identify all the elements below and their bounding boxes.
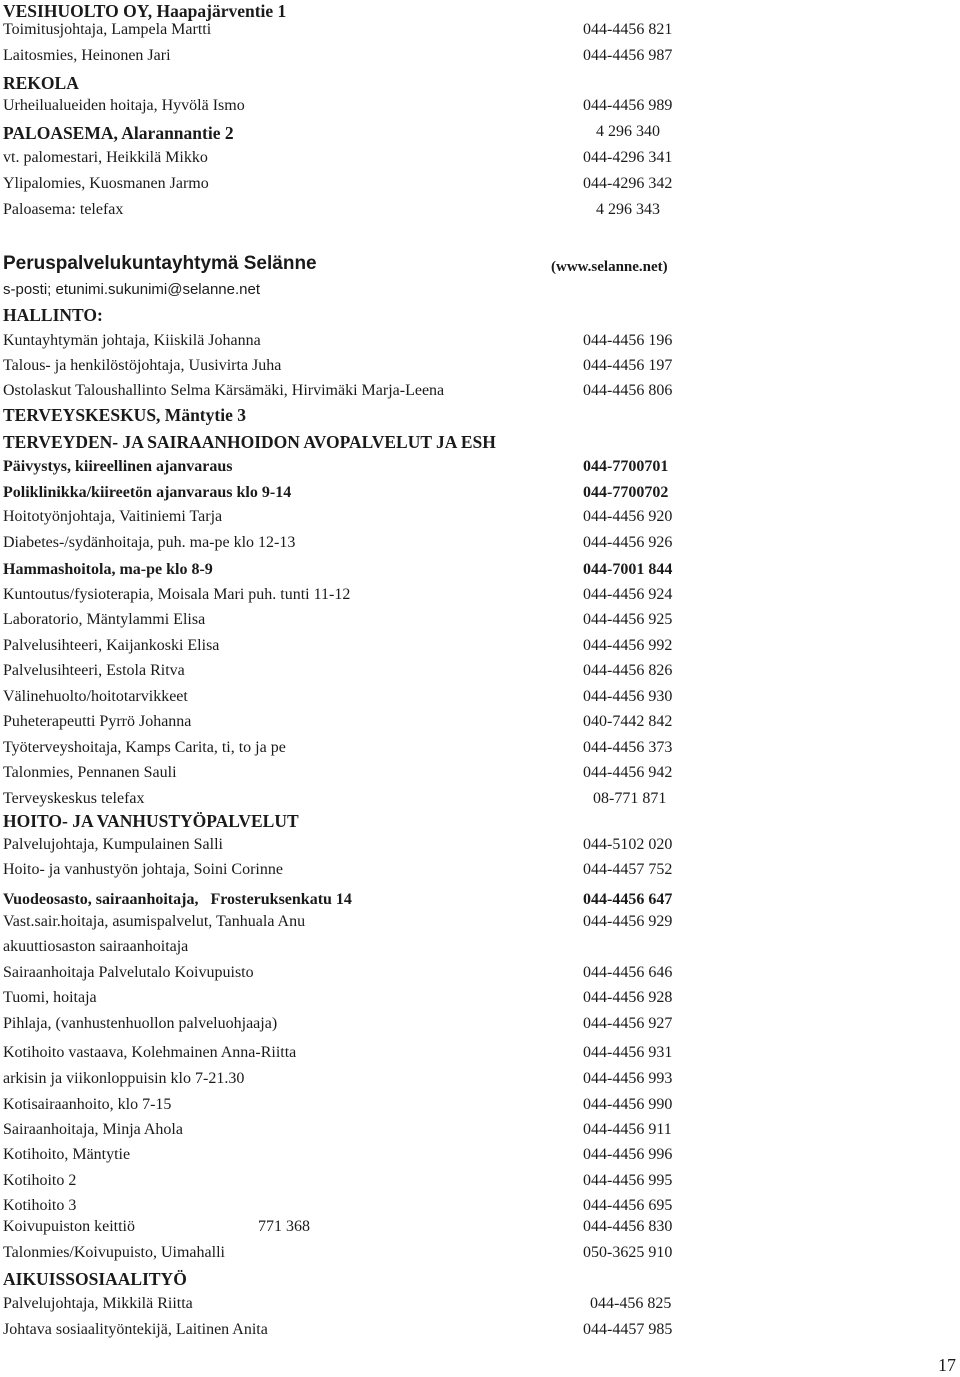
entry-phone: 4 296 343	[596, 201, 660, 218]
entry-phone: 044-4456 926	[583, 534, 673, 551]
entry-phone: 044-456 825	[590, 1295, 672, 1312]
entry-label: Kuntayhtymän johtaja, Kiiskilä Johanna	[3, 332, 261, 349]
entry-label: Vuodeosasto, sairaanhoitaja, Frosteruksenkatu 14	[3, 891, 352, 908]
entry-label: Urheilualueiden hoitaja, Hyvölä Ismo	[3, 97, 245, 114]
entry-phone: 044-4456 925	[583, 611, 673, 628]
entry-phone: 044-7700702	[583, 484, 669, 501]
entry-label: Talonmies/Koivupuisto, Uimahalli	[3, 1244, 225, 1261]
entry-label: Ostolaskut Taloushallinto Selma Kärsämäki, Hirvimäki Marja-Leena	[3, 382, 445, 399]
entry-phone: 08-771 871	[593, 790, 667, 807]
entry-phone: 044-4456 989	[583, 97, 673, 114]
entry-phone: 044-4456 931	[583, 1044, 673, 1061]
entry-label: Palvelusihteeri, Kaijankoski Elisa	[3, 637, 220, 654]
entry-label: s-posti; etunimi.sukunimi@selanne.net	[3, 281, 261, 298]
entry-label: Hammashoitola, ma-pe klo 8-9	[3, 561, 213, 578]
entry-phone: 044-4457 752	[583, 861, 673, 878]
entry-phone: 040-7442 842	[583, 713, 673, 730]
entry-phone: 044-5102 020	[583, 836, 673, 853]
entry-label: Kotihoito 2	[3, 1172, 77, 1189]
entry-phone: 050-3625 910	[583, 1244, 673, 1261]
entry-label: Koivupuiston keittiö	[3, 1218, 135, 1235]
entry-phone: 044-4456 695	[583, 1197, 673, 1214]
entry-label: HALLINTO:	[3, 305, 103, 325]
entry-label: Toimitusjohtaja, Lampela Martti	[3, 21, 212, 38]
entry-label: arkisin ja viikonloppuisin klo 7-21.30	[3, 1070, 245, 1087]
entry-label: Peruspalvelukuntayhtymä Selänne	[3, 253, 317, 274]
entry-label: Palvelusihteeri, Estola Ritva	[3, 662, 185, 679]
entry-label: Poliklinikka/kiireetön ajanvaraus klo 9-14	[3, 484, 292, 501]
entry-phone: 044-4457 985	[583, 1321, 673, 1338]
entry-label: akuuttiosaston sairaanhoitaja	[3, 938, 189, 955]
entry-phone: 044-4456 826	[583, 662, 673, 679]
entry-label: Työterveyshoitaja, Kamps Carita, ti, to ja pe	[3, 739, 286, 756]
entry-phone: 044-7700701	[583, 458, 669, 475]
entry-phone: 044-4456 196	[583, 332, 673, 349]
entry-label: PALOASEMA, Alarannantie 2	[3, 123, 234, 143]
entry-phone: 044-4456 990	[583, 1096, 673, 1113]
entry-phone: 044-4456 930	[583, 688, 673, 705]
entry-phone: 044-4456 830	[583, 1218, 673, 1235]
entry-phone: 044-4296 342	[583, 175, 673, 192]
entry-label: Kotisairaanhoito, klo 7-15	[3, 1096, 172, 1113]
entry-label: vt. palomestari, Heikkilä Mikko	[3, 149, 208, 166]
entry-label: Kotihoito, Mäntytie	[3, 1146, 131, 1163]
entry-phone: 044-4456 806	[583, 382, 673, 399]
entry-phone: 044-4296 341	[583, 149, 673, 166]
entry-label: Ylipalomies, Kuosmanen Jarmo	[3, 175, 209, 192]
entry-label: Laitosmies, Heinonen Jari	[3, 47, 171, 64]
entry-phone: 044-4456 373	[583, 739, 673, 756]
entry-label: Välinehuolto/hoitotarvikkeet	[3, 688, 188, 705]
entry-label: Puheterapeutti Pyrrö Johanna	[3, 713, 192, 730]
entry-label: Tuomi, hoitaja	[3, 989, 97, 1006]
entry-phone: 044-4456 920	[583, 508, 673, 525]
entry-label: Diabetes-/sydänhoitaja, puh. ma-pe klo 12-13	[3, 534, 296, 551]
entry-phone: 044-4456 992	[583, 637, 673, 654]
entry-label: TERVEYSKESKUS, Mäntytie 3	[3, 405, 246, 425]
entry-phone: 044-4456 942	[583, 764, 673, 781]
entry-phone: 044-4456 647	[583, 891, 673, 908]
entry-phone: 044-4456 987	[583, 47, 673, 64]
entry-phone: 4 296 340	[596, 123, 660, 140]
entry-label: Sairaanhoitaja, Minja Ahola	[3, 1121, 183, 1138]
entry-label: Palvelujohtaja, Kumpulainen Salli	[3, 836, 223, 853]
entry-label: Kuntoutus/fysioterapia, Moisala Mari puh. tunti 11-12	[3, 586, 351, 603]
entry-phone: 044-4456 993	[583, 1070, 673, 1087]
entry-phone: 044-4456 821	[583, 21, 673, 38]
entry-phone: (www.selanne.net)	[551, 259, 668, 275]
entry-label: TERVEYDEN- JA SAIRAANHOIDON AVOPALVELUT JA ESH	[3, 432, 496, 452]
entry-phone: 044-4456 929	[583, 913, 673, 930]
entry-phone: 044-4456 646	[583, 964, 673, 981]
entry-phone: 044-4456 996	[583, 1146, 673, 1163]
entry-label: Talonmies, Pennanen Sauli	[3, 764, 177, 781]
entry-label: Vast.sair.hoitaja, asumispalvelut, Tanhuala Anu	[3, 913, 306, 930]
entry-label: Palvelujohtaja, Mikkilä Riitta	[3, 1295, 193, 1312]
entry-label: Johtava sosiaalityöntekijä, Laitinen Anita	[3, 1321, 268, 1338]
entry-phone: 044-4456 924	[583, 586, 673, 603]
entry-label: Hoito- ja vanhustyön johtaja, Soini Corinne	[3, 861, 283, 878]
entry-phone: 044-4456 927	[583, 1015, 673, 1032]
entry-label: REKOLA	[3, 73, 79, 93]
entry-label: HOITO- JA VANHUSTYÖPALVELUT	[3, 811, 299, 831]
entry-label: Kotihoito 3	[3, 1197, 77, 1214]
entry-label: Sairaanhoitaja Palvelutalo Koivupuisto	[3, 964, 254, 981]
entry-phone: 044-7001 844	[583, 561, 673, 578]
entry-extra-phone: 771 368	[258, 1218, 310, 1235]
entry-label: Talous- ja henkilöstöjohtaja, Uusivirta Juha	[3, 357, 282, 374]
entry-label: Laboratorio, Mäntylammi Elisa	[3, 611, 206, 628]
entry-label: VESIHUOLTO OY, Haapajärventie 1	[3, 1, 287, 21]
entry-label: Paloasema: telefax	[3, 201, 124, 218]
entry-label: Päivystys, kiireellinen ajanvaraus	[3, 458, 233, 475]
entry-label: Pihlaja, (vanhustenhuollon palveluohjaaja)	[3, 1015, 278, 1032]
page-number: 17	[938, 1355, 956, 1375]
entry-label: AIKUISSOSIAALITYÖ	[3, 1269, 187, 1289]
entry-label: Terveyskeskus telefax	[3, 790, 145, 807]
entry-phone: 044-4456 197	[583, 357, 673, 374]
entry-label: Hoitotyönjohtaja, Vaitiniemi Tarja	[3, 508, 223, 525]
entry-phone: 044-4456 995	[583, 1172, 673, 1189]
entry-label: Kotihoito vastaava, Kolehmainen Anna-Riitta	[3, 1044, 297, 1061]
entry-phone: 044-4456 928	[583, 989, 673, 1006]
entry-phone: 044-4456 911	[583, 1121, 672, 1138]
